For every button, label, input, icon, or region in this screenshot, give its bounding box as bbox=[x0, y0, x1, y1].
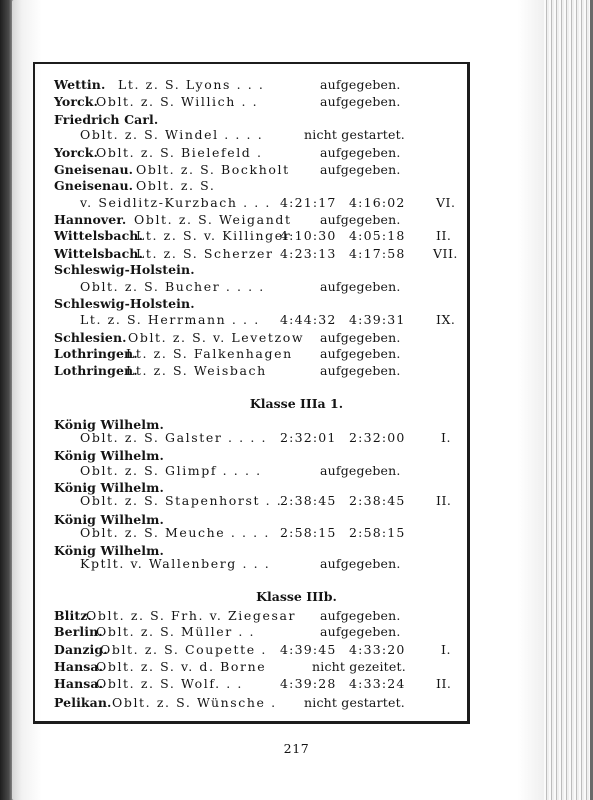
ship-name: Pelikan. bbox=[54, 695, 112, 710]
race-status: aufgegeben. bbox=[320, 94, 401, 109]
officer-name: Oblt. z. S. Wünsche . bbox=[112, 695, 277, 710]
officer-name: Oblt. z. S. Meuche . . . . bbox=[80, 525, 270, 540]
result-row bbox=[0, 641, 593, 659]
result-row bbox=[0, 261, 593, 279]
result-row bbox=[0, 76, 593, 94]
elapsed-time: 2:38:45 bbox=[280, 493, 337, 508]
placing-rank: II. bbox=[436, 676, 452, 691]
placing-rank: I. bbox=[441, 430, 451, 445]
ship-name: Schlesien. bbox=[54, 330, 127, 345]
ship-name: König Wilhelm. bbox=[54, 480, 164, 495]
class-heading: Klasse IIIa 1. bbox=[249, 396, 344, 411]
result-row bbox=[0, 93, 593, 111]
race-status: aufgegeben. bbox=[320, 77, 401, 92]
ship-name: König Wilhelm. bbox=[54, 417, 164, 432]
officer-name: Oblt. z. S. Weigandt bbox=[134, 212, 292, 227]
placing-rank: VII. bbox=[433, 246, 458, 261]
officer-name: Oblt. z. S. Galster . . . . bbox=[80, 430, 268, 445]
class-heading: Klasse IIIb. bbox=[256, 589, 337, 604]
officer-name: Oblt. z. S. Glimpf . . . . bbox=[80, 463, 262, 478]
result-row bbox=[0, 429, 593, 447]
ship-name: Schleswig-Holstein. bbox=[54, 296, 195, 311]
race-status: aufgegeben. bbox=[320, 608, 401, 623]
result-row bbox=[0, 177, 593, 195]
result-row bbox=[0, 345, 593, 363]
ship-name: Yorck. bbox=[54, 145, 98, 160]
race-status: aufgegeben. bbox=[320, 212, 401, 227]
ship-name: Lothringen. bbox=[54, 346, 138, 361]
result-row bbox=[0, 623, 593, 641]
elapsed-time: 4:21:17 bbox=[280, 195, 337, 210]
officer-name: v. Seidlitz-Kurzbach . . . bbox=[80, 195, 271, 210]
officer-name: Oblt. z. S. Windel . . . . bbox=[80, 127, 264, 142]
race-status: aufgegeben. bbox=[320, 363, 401, 378]
officer-name: Oblt. z. S. Willich . . bbox=[96, 94, 259, 109]
result-row bbox=[0, 362, 593, 380]
officer-name: Oblt. z. S. v. d. Borne bbox=[96, 659, 267, 674]
elapsed-time: 2:58:15 bbox=[280, 525, 337, 540]
officer-name: Oblt. z. S. bbox=[136, 178, 216, 193]
ship-name: Gneisenau. bbox=[54, 178, 134, 193]
placing-rank: I. bbox=[441, 642, 451, 657]
result-row bbox=[0, 555, 593, 573]
ship-name: Hansa. bbox=[54, 659, 104, 674]
corrected-time: 2:32:00 bbox=[349, 430, 406, 445]
elapsed-time: 4:39:45 bbox=[280, 642, 337, 657]
race-status: aufgegeben. bbox=[320, 463, 401, 478]
officer-name: Kptlt. v. Wallenberg . . . bbox=[80, 556, 271, 571]
ship-name: Friedrich Carl. bbox=[54, 112, 159, 127]
officer-name: Oblt. z. S. Stapenhorst . . bbox=[80, 493, 283, 508]
result-row bbox=[0, 144, 593, 162]
race-status: nicht gezeitet. bbox=[312, 659, 406, 674]
ship-name: König Wilhelm. bbox=[54, 448, 164, 463]
result-row bbox=[0, 658, 593, 676]
officer-name: Lt. z. S. v. Killinger bbox=[136, 228, 292, 243]
result-row bbox=[0, 227, 593, 245]
result-row bbox=[0, 194, 593, 212]
race-status: aufgegeben. bbox=[320, 145, 401, 160]
elapsed-time: 4:23:13 bbox=[280, 246, 337, 261]
officer-name: Lt. z. S. Herrmann . . . bbox=[80, 312, 260, 327]
elapsed-time: 4:44:32 bbox=[280, 312, 337, 327]
race-status: nicht gestartet. bbox=[304, 127, 405, 142]
officer-name: Lt. z. S. Falkenhagen bbox=[126, 346, 293, 361]
ship-name: Wittelsbach. bbox=[54, 228, 143, 243]
officer-name: Lt. z. S. Scherzer bbox=[136, 246, 274, 261]
officer-name: Oblt. z. S. Frh. v. Ziegesar bbox=[86, 608, 297, 623]
page-number: 217 bbox=[283, 741, 310, 756]
ship-name: Blitz. bbox=[54, 608, 92, 623]
officer-name: Oblt. z. S. Bockholt bbox=[136, 162, 290, 177]
race-status: aufgegeben. bbox=[320, 330, 401, 345]
elapsed-time: 4:10:30 bbox=[280, 228, 337, 243]
officer-name: Oblt. z. S. Wolf. . . bbox=[96, 676, 243, 691]
corrected-time: 4:17:58 bbox=[349, 246, 406, 261]
placing-rank: IX. bbox=[436, 312, 456, 327]
ship-name: Hansa. bbox=[54, 676, 104, 691]
class-heading-row bbox=[0, 588, 593, 606]
ship-name: Hannover. bbox=[54, 212, 127, 227]
placing-rank: II. bbox=[436, 493, 452, 508]
corrected-time: 2:38:45 bbox=[349, 493, 406, 508]
corrected-time: 4:33:24 bbox=[349, 676, 406, 691]
race-status: aufgegeben. bbox=[320, 556, 401, 571]
corrected-time: 4:05:18 bbox=[349, 228, 406, 243]
placing-rank: VI. bbox=[436, 195, 456, 210]
ship-name: Yorck. bbox=[54, 94, 98, 109]
race-status: nicht gestartet. bbox=[304, 695, 405, 710]
officer-name: Lt. z. S. Lyons . . . bbox=[118, 77, 265, 92]
elapsed-time: 2:32:01 bbox=[280, 430, 337, 445]
corrected-time: 2:58:15 bbox=[349, 525, 406, 540]
result-row bbox=[0, 675, 593, 693]
ship-name: Lothringen. bbox=[54, 363, 138, 378]
ship-name: Schleswig-Holstein. bbox=[54, 262, 195, 277]
result-row bbox=[0, 694, 593, 712]
race-status: aufgegeben. bbox=[320, 162, 401, 177]
race-status: aufgegeben. bbox=[320, 346, 401, 361]
elapsed-time: 4:39:28 bbox=[280, 676, 337, 691]
placing-rank: II. bbox=[436, 228, 452, 243]
ship-name: König Wilhelm. bbox=[54, 543, 164, 558]
ship-name: Danzig. bbox=[54, 642, 108, 657]
ship-name: König Wilhelm. bbox=[54, 512, 164, 527]
officer-name: Oblt. z. S. Bielefeld . bbox=[96, 145, 263, 160]
result-row bbox=[0, 492, 593, 510]
class-heading-row bbox=[0, 395, 593, 413]
corrected-time: 4:16:02 bbox=[349, 195, 406, 210]
corrected-time: 4:33:20 bbox=[349, 642, 406, 657]
officer-name: Oblt. z. S. Bucher . . . . bbox=[80, 279, 265, 294]
officer-name: Lt. z. S. Weisbach bbox=[126, 363, 267, 378]
officer-name: Oblt. z. S. Coupette . bbox=[100, 642, 267, 657]
result-row bbox=[0, 311, 593, 329]
race-status: aufgegeben. bbox=[320, 624, 401, 639]
ship-name: Wettin. bbox=[54, 77, 106, 92]
result-row bbox=[0, 278, 593, 296]
result-row bbox=[0, 524, 593, 542]
officer-name: Oblt. z. S. v. Levetzow bbox=[128, 330, 305, 345]
result-row bbox=[0, 126, 593, 144]
result-row bbox=[0, 462, 593, 480]
race-status: aufgegeben. bbox=[320, 279, 401, 294]
ship-name: Berlin. bbox=[54, 624, 103, 639]
officer-name: Oblt. z. S. Müller . . bbox=[96, 624, 256, 639]
corrected-time: 4:39:31 bbox=[349, 312, 406, 327]
ship-name: Gneisenau. bbox=[54, 162, 134, 177]
ship-name: Wittelsbach. bbox=[54, 246, 143, 261]
